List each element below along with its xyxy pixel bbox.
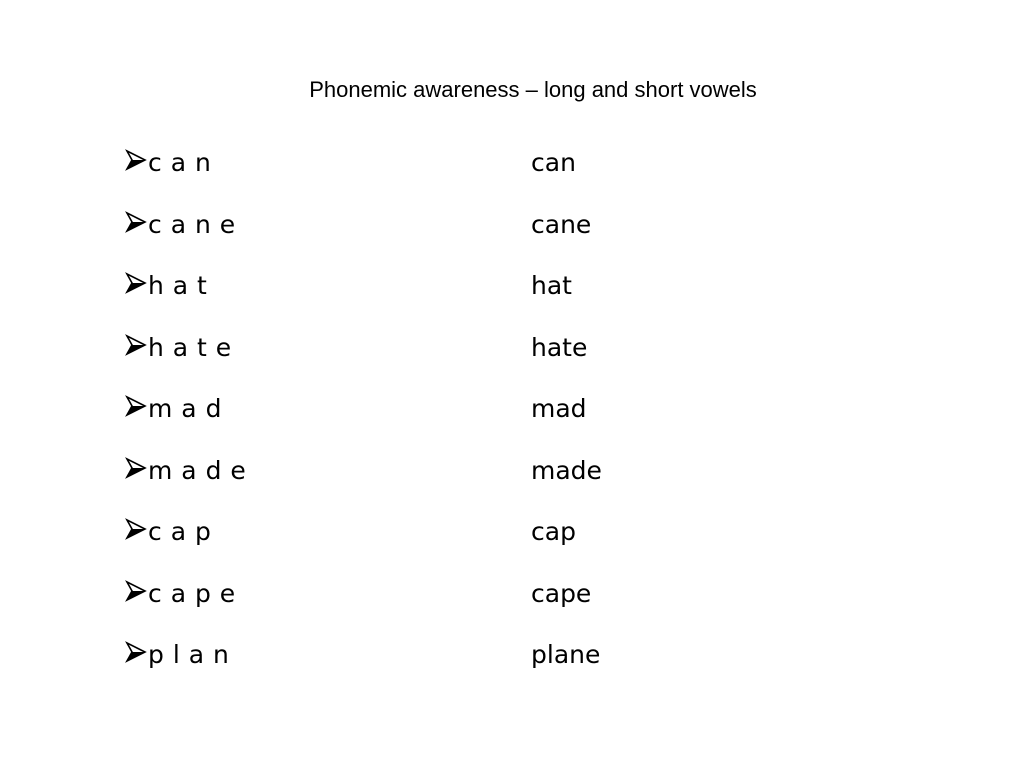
list-item	[124, 638, 684, 700]
list-item	[124, 577, 684, 639]
list-item	[124, 208, 684, 270]
arrow-bullet-icon	[124, 456, 148, 480]
spelled-letters: c a p	[148, 517, 212, 546]
list-item	[124, 146, 684, 208]
whole-word: plane	[531, 640, 601, 669]
spelled-letters: h a t e	[148, 332, 232, 362]
slide-title: Phonemic awareness – long and short vowels	[309, 77, 757, 102]
arrow-bullet-icon	[124, 517, 148, 541]
spelled-letters: c a p e	[148, 578, 236, 608]
whole-word: can	[531, 148, 576, 177]
list-item	[124, 454, 684, 516]
spelled-letters: h a t	[148, 271, 208, 300]
arrow-bullet-icon	[124, 640, 148, 664]
word-list	[124, 146, 684, 700]
arrow-bullet-icon	[124, 271, 148, 295]
arrow-bullet-icon	[124, 579, 148, 603]
spelled-letters: m a d	[148, 394, 222, 423]
whole-word: mad	[531, 394, 587, 423]
whole-word: made	[531, 455, 602, 485]
spelled-letters: c a n e	[148, 209, 236, 239]
list-item	[124, 392, 684, 454]
whole-word: cape	[531, 578, 592, 608]
spelled-letters: m a d e	[148, 455, 247, 485]
whole-word: cane	[531, 209, 592, 239]
whole-word: hat	[531, 271, 572, 300]
whole-word: cap	[531, 517, 576, 546]
list-item	[124, 269, 684, 331]
arrow-bullet-icon	[124, 148, 148, 172]
arrow-bullet-icon	[124, 210, 148, 234]
arrow-bullet-icon	[124, 394, 148, 418]
arrow-bullet-icon	[124, 333, 148, 357]
whole-word: hate	[531, 332, 588, 362]
spelled-letters: c a n	[148, 148, 212, 177]
list-item	[124, 515, 684, 577]
list-item	[124, 331, 684, 393]
spelled-letters: p l a n	[148, 640, 230, 669]
